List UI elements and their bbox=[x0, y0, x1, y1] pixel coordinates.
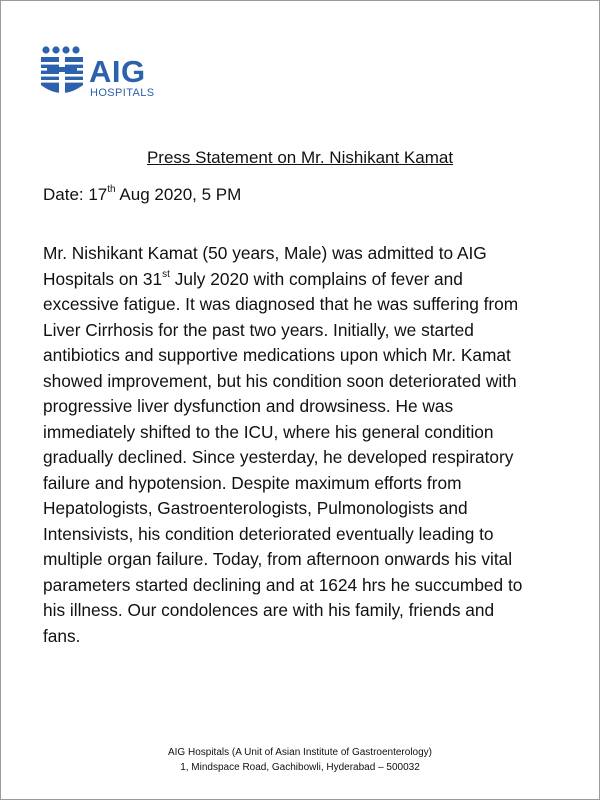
page-footer bbox=[1, 745, 599, 775]
aig-logo-mark-icon bbox=[39, 45, 85, 103]
body-line: antibiotics and supportive medications upon which Mr. Kamat bbox=[43, 345, 511, 365]
body-line: multiple organ failure. Today, from afternoon onwards his vital bbox=[43, 549, 513, 569]
body-line: excessive fatigue. It was diagnosed that he was suffering from bbox=[43, 294, 519, 314]
body-line: fans. bbox=[43, 625, 81, 646]
footer-address: 1, Mindspace Road, Gachibowli, Hyderabad – 500032 bbox=[180, 762, 420, 773]
aig-logo bbox=[39, 45, 169, 105]
date-prefix: Date: 17 bbox=[43, 185, 108, 204]
body-line: parameters started declining and at 1624 hrs he succumbed to bbox=[43, 574, 523, 595]
body-line bbox=[43, 267, 568, 293]
body-line: Liver Cirrhosis for the past two years. Initially, we started bbox=[43, 319, 474, 340]
body-line: failure and hypotension. Despite maximum efforts from bbox=[43, 472, 462, 493]
body-line: progressive liver dysfunction and drowsiness. He was bbox=[43, 396, 454, 416]
body-line: gradually declined. Since yesterday, he developed respiratory bbox=[43, 447, 514, 467]
date-ordinal: st bbox=[162, 268, 170, 280]
footer-organization: AIG Hospitals (A Unit of Asian Institute of Gastroenterology) bbox=[167, 747, 432, 758]
body-line: immediately shifted to the ICU, where his general condition bbox=[43, 421, 494, 442]
logo-wordmark: AIG bbox=[89, 54, 146, 89]
body-line: Intensivists, his condition deteriorated eventually leading to bbox=[43, 523, 494, 544]
body-line-pre: Hospitals on 31 bbox=[43, 268, 163, 289]
statement-body bbox=[43, 241, 568, 649]
date-suffix: Aug 2020, 5 PM bbox=[115, 185, 242, 204]
body-line: his illness. Our condolences are with his family, friends and bbox=[43, 600, 495, 620]
statement-date bbox=[43, 183, 241, 207]
body-line: showed improvement, but his condition soon deteriorated with bbox=[43, 370, 517, 391]
page-title: Press Statement on Mr. Nishikant Kamat bbox=[146, 148, 454, 167]
body-line: Mr. Nishikant Kamat (50 years, Male) was admitted to AIG bbox=[43, 243, 487, 263]
body-line: Hepatologists, Gastroenterologists, Pulmonologists and bbox=[43, 498, 468, 518]
logo-subtitle: HOSPITALS bbox=[90, 87, 155, 99]
body-line-post: July 2020 with complains of fever and bbox=[169, 268, 463, 289]
date-ordinal: th bbox=[107, 184, 116, 196]
